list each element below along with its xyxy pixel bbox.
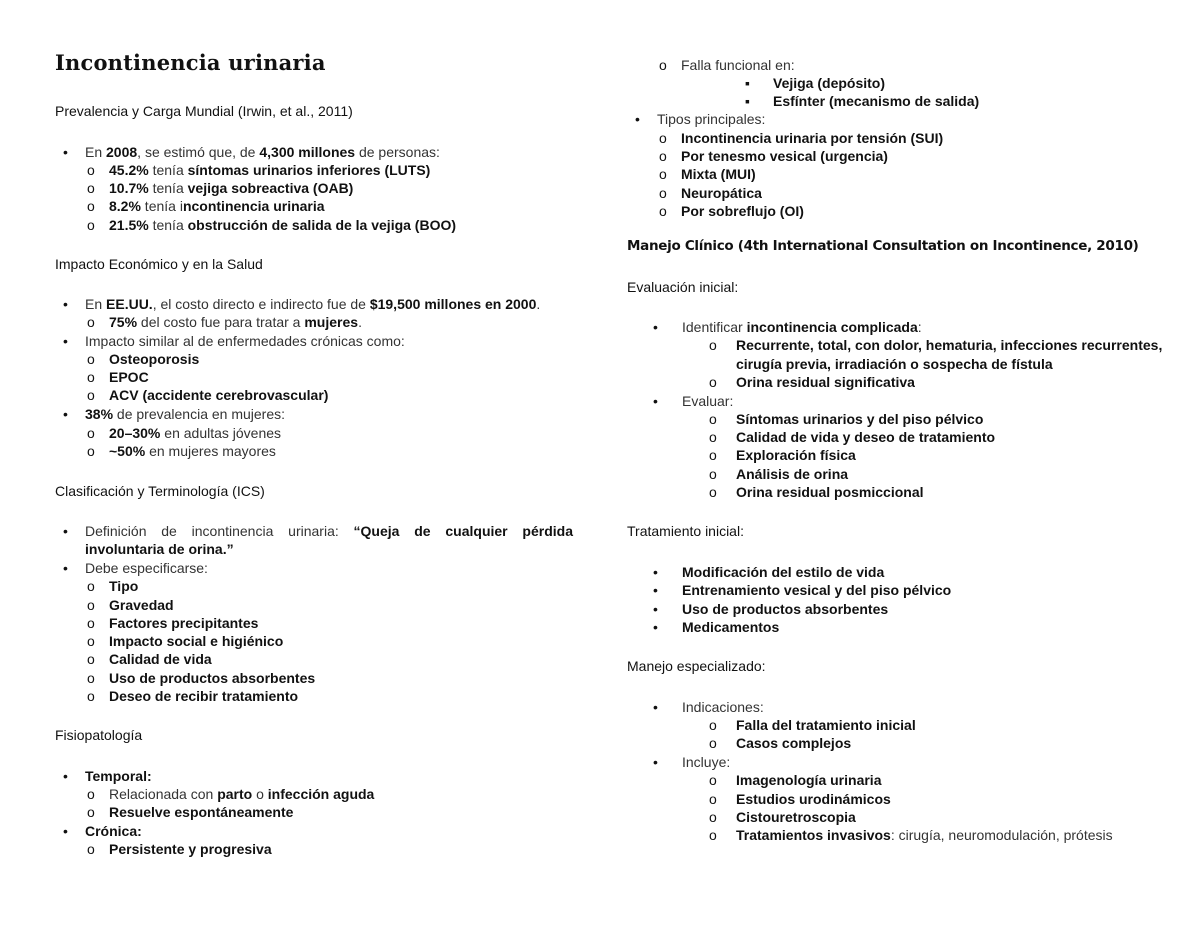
list-item [87,161,430,179]
text: 21.5% [109,217,149,233]
list-item [87,313,362,331]
text: En [85,296,107,312]
circle-marker: o [87,804,95,820]
list-item [709,826,1113,844]
text: Tratamientos invasivos [736,827,891,843]
list-item [63,559,208,577]
text: en mujeres mayores [145,443,276,459]
circle-marker: o [709,809,717,825]
circle-marker: o [659,166,667,182]
list-item [63,822,142,840]
text: Impacto social e higiénico [109,633,284,649]
text: de prevalencia en mujeres: [113,406,286,422]
text: Evaluar: [682,393,734,409]
text: tenía i [140,198,183,214]
text: 2008 [106,144,138,160]
list-item [87,614,258,632]
circle-marker: o [87,651,95,667]
text: 38% [85,406,114,422]
section-heading-clasificacion: Clasificación y Terminología (ICS) [55,483,265,499]
text: 8.2% [109,198,141,214]
text: Tipo [109,578,139,594]
circle-marker: o [709,466,717,482]
circle-marker: o [87,633,95,649]
list-item [709,808,856,826]
list-item [63,143,440,161]
text: Mixta (MUI) [681,166,756,182]
text: Cistouretroscopia [736,809,856,825]
text: Gravedad [109,597,174,613]
text: Indicaciones: [682,699,764,715]
bullet-marker: • [653,754,658,770]
list-item [709,465,848,483]
text: Deseo de recibir tratamiento [109,688,299,704]
text: Imagenología urinaria [736,772,882,788]
section-heading-evaluacion: Evaluación inicial: [627,279,739,295]
list-item [653,318,922,336]
circle-marker: o [659,185,667,201]
bullet-marker: • [653,601,658,617]
page-title: Incontinencia urinaria [55,50,326,75]
text: obstrucción de salida de la vejiga (BOO) [187,217,457,233]
list-item [709,483,924,501]
list-item [709,771,881,789]
text: EE.UU. [106,296,153,312]
bullet-marker: • [63,296,68,312]
text: Vejiga (depósito) [773,75,886,91]
list-item [653,392,733,410]
text: tenía [148,162,188,178]
list-item [659,165,756,183]
circle-marker: o [87,841,95,857]
text: Debe especificarse: [85,560,208,576]
section-heading-manejo-clinico: Manejo Clínico (4th International Consultation on Incontinence, 2010) [627,238,1139,254]
text: . [536,296,541,312]
circle-marker: o [709,827,717,843]
bullet-marker: • [63,560,68,576]
text: Incontinencia urinaria por tensión (SUI) [681,130,944,146]
list-item [87,386,328,404]
list-item [87,650,212,668]
list-item [653,698,764,716]
text: del costo fue para tratar a [137,314,305,330]
list-item [659,184,762,202]
circle-marker: o [659,203,667,219]
bullet-marker: • [653,619,658,635]
bullet-marker: • [63,333,68,349]
list-item [87,424,281,442]
circle-marker: o [659,148,667,164]
section-heading-tratamiento: Tratamiento inicial: [627,523,744,539]
list-item [87,785,374,803]
list-item [87,350,199,368]
text: ncontinencia urinaria [182,198,325,214]
circle-marker: o [709,374,717,390]
list-item [653,618,779,636]
bullet-marker: • [653,582,658,598]
text: ~50% [109,443,146,459]
text: Calidad de vida [109,651,212,667]
text: Neuropática [681,185,762,201]
text: , se estimó que, de [137,144,260,160]
bullet-marker: • [63,144,68,160]
list-item [745,74,885,92]
text: Recurrente, total, con dolor, hematuria, infecciones recurrentes, [736,337,1163,353]
text: Análisis de orina [736,466,849,482]
text: : [917,319,922,335]
circle-marker: o [87,615,95,631]
circle-marker: o [87,162,95,178]
text: o [252,786,268,802]
section-heading-fisiopatologia: Fisiopatología [55,727,143,743]
text: Identificar [682,319,747,335]
circle-marker: o [87,578,95,594]
text: Síntomas urinarios y del piso pélvico [736,411,984,427]
text: 45.2% [109,162,149,178]
list-item [659,129,943,147]
text: Entrenamiento vesical y del piso pélvico [682,582,952,598]
text: infección aguda [267,786,375,802]
text: 75% [109,314,138,330]
bullet-marker: • [653,393,658,409]
text: Esfínter (mecanismo de salida) [773,93,980,109]
text: Falla del tratamiento inicial [736,717,916,733]
text: síntomas urinarios inferiores (LUTS) [187,162,431,178]
circle-marker: o [87,198,95,214]
circle-marker: o [709,429,717,445]
text: tenía [148,180,188,196]
definition-text [85,522,573,558]
circle-marker: o [659,57,667,73]
circle-marker: o [87,786,95,802]
circle-marker: o [87,597,95,613]
circle-marker: o [87,217,95,233]
circle-marker: o [87,688,95,704]
text: $19,500 millones en 2000 [369,296,537,312]
list-item [87,577,138,595]
text: en adultas jóvenes [160,425,282,441]
list-item [87,216,456,234]
list-item [659,56,795,74]
text: mujeres [304,314,359,330]
bullet-marker: • [653,319,658,335]
text: Relacionada con [109,786,218,802]
text: Factores precipitantes [109,615,259,631]
circle-marker: o [709,337,717,353]
text: Medicamentos [682,619,780,635]
circle-marker: o [87,314,95,330]
text: , el costo directo e indirecto fue de [152,296,370,312]
section-heading-especializado: Manejo especializado: [627,658,766,674]
circle-marker: o [709,717,717,733]
text: tenía [148,217,188,233]
text: Tipos principales: [657,111,766,127]
text: vejiga sobreactiva (OAB) [187,180,354,196]
square-marker: ▪ [745,93,750,109]
circle-marker: o [659,130,667,146]
list-item [87,840,272,858]
text: 4,300 millones [259,144,356,160]
text: Casos complejos [736,735,852,751]
list-item [87,803,293,821]
text: En [85,144,107,160]
list-item [63,405,285,423]
text: Exploración física [736,447,856,463]
circle-marker: o [87,351,95,367]
circle-marker: o [87,387,95,403]
section-heading-prevalencia: Prevalencia y Carga Mundial (Irwin, et al., 2011) [55,103,353,119]
bullet-marker: • [653,699,658,715]
circle-marker: o [87,369,95,385]
circle-marker: o [87,180,95,196]
text: Impacto similar al de enfermedades crónicas como: [85,333,405,349]
list-item [87,179,353,197]
text: Orina residual posmiccional [736,484,924,500]
circle-marker: o [709,735,717,751]
text: 10.7% [109,180,149,196]
list-item [709,410,983,428]
list-item-continued [736,355,1053,373]
list-item [87,442,276,460]
text: Por sobreflujo (OI) [681,203,804,219]
list-item [87,687,298,705]
list-item [63,522,573,558]
text: ACV (accidente cerebrovascular) [109,387,329,403]
text: incontinencia complicada [746,319,918,335]
list-item [87,197,325,215]
list-item [635,110,765,128]
list-item [63,295,540,313]
text: Incluye: [682,754,731,770]
text: parto [217,786,253,802]
list-item [63,332,405,350]
text: Estudios urodinámicos [736,791,891,807]
list-item [709,716,916,734]
bullet-marker: • [63,823,68,839]
list-item [709,428,995,446]
bullet-marker: • [635,111,640,127]
text: Crónica: [85,823,142,839]
list-item [653,563,884,581]
text: Uso de productos absorbentes [682,601,889,617]
bullet-marker: • [63,768,68,784]
text: EPOC [109,369,149,385]
text: : cirugía, neuromodulación, prótesis [890,827,1113,843]
list-item [653,753,730,771]
text: Temporal: [85,768,152,784]
bullet-marker: • [63,523,68,539]
text: Por tenesmo vesical (urgencia) [681,148,888,164]
square-marker: ▪ [745,75,750,91]
list-item [87,669,315,687]
circle-marker: o [709,447,717,463]
list-item [709,373,915,391]
circle-marker: o [709,484,717,500]
list-item [87,368,149,386]
text: “Queja de cualquier pérdida involuntaria de orina.” [85,523,573,557]
circle-marker: o [87,443,95,459]
list-item [709,446,856,464]
text: de personas: [355,144,440,160]
bullet-marker: • [653,564,658,580]
text: Modificación del estilo de vida [682,564,885,580]
text: Persistente y progresiva [109,841,272,857]
text: cirugía previa, irradiación o sospecha de fístula [736,356,1053,372]
section-heading-impacto: Impacto Económico y en la Salud [55,256,263,272]
list-item [653,581,951,599]
list-item [87,632,283,650]
text: Uso de productos absorbentes [109,670,316,686]
text: Orina residual significativa [736,374,915,390]
circle-marker: o [709,772,717,788]
circle-marker: o [87,670,95,686]
list-item [653,600,888,618]
text: Resuelve espontáneamente [109,804,294,820]
text: Definición de incontinencia urinaria: [85,523,354,539]
bullet-marker: • [63,406,68,422]
list-item [63,767,152,785]
list-item [709,336,1162,354]
list-item [709,734,851,752]
list-item [87,596,174,614]
circle-marker: o [709,411,717,427]
text: 20–30% [109,425,161,441]
list-item [745,92,979,110]
text: Osteoporosis [109,351,200,367]
list-item [659,202,804,220]
text: Calidad de vida y deseo de tratamiento [736,429,996,445]
circle-marker: o [87,425,95,441]
list-item [659,147,888,165]
text: . [358,314,362,330]
list-item [709,790,891,808]
text: Falla funcional en: [681,57,795,73]
circle-marker: o [709,791,717,807]
